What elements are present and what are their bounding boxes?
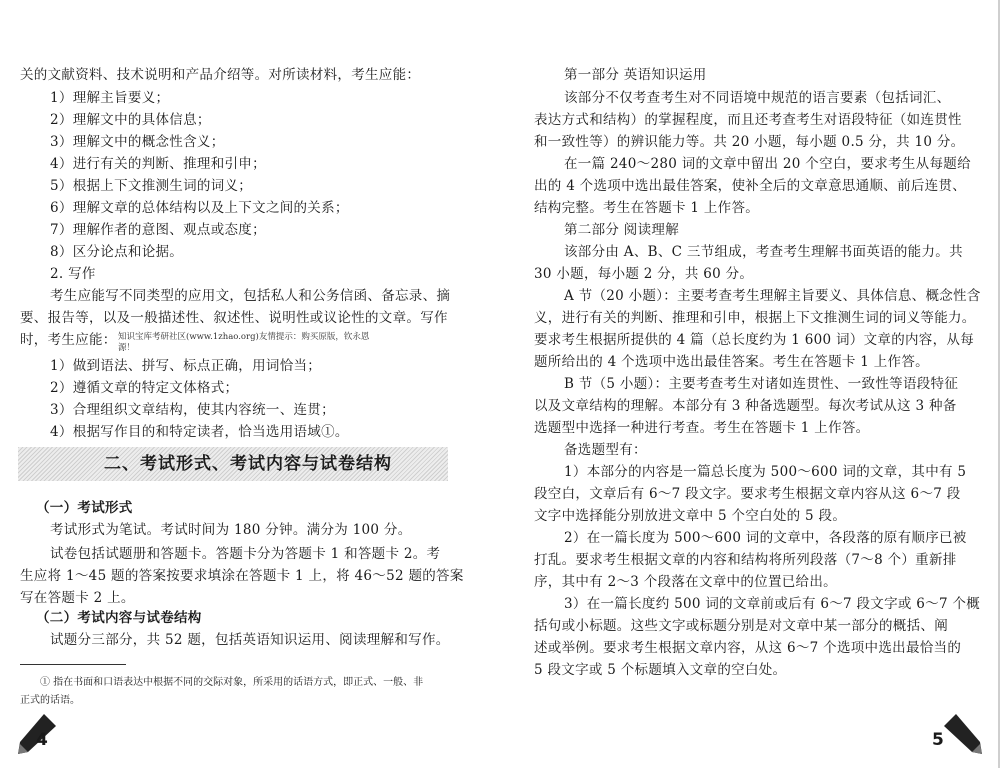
type3-line: 括句或小标题。这些文字或标题分别是对文章中某一部分的概括、阐 [534, 618, 948, 634]
part1-heading: 第一部分 英语知识运用 [564, 67, 707, 83]
type1-line: 1）本部分的内容是一篇总长度为 500～600 词的文章，其中有 5 [564, 464, 967, 480]
section-title: 二、考试形式、考试内容与试卷结构 [104, 454, 392, 474]
reading-item: 6）理解文章的总体结构以及上下文之间的关系； [50, 200, 349, 216]
writing-para-line: 时，考生应能： [20, 332, 117, 348]
type3-line: 3）在一篇长度约 500 词的文章前或后有 6～7 段文字或 6～7 个概 [564, 596, 981, 612]
type2-line: 2）在一篇长度为 500～600 词的文章中，各段落的原有顺序已被 [564, 530, 967, 546]
sectionA-line: A 节（20 小题）：主要考查考生理解主旨要义、具体信息、概念性含 [564, 288, 981, 304]
footnote-rule [20, 664, 126, 665]
part2-para-line: 该部分由 A、B、C 三节组成，考查考生理解书面英语的能力。共 [564, 244, 963, 260]
writing-para-line: 考生应能写不同类型的应用文，包括私人和公务信函、备忘录、摘 [50, 288, 451, 304]
writing-heading: 2. 写作 [50, 266, 96, 282]
watermark-line: 知识宝库考研社区(www.1zhao.org)友情提示：购买原版，钦永恩 [118, 332, 370, 342]
part2-heading: 第二部分 阅读理解 [564, 222, 679, 238]
part1-para-line: 结构完整。考生在答题卡 1 上作答。 [534, 200, 760, 216]
sectionB-line: B 节（5 小题）：主要考查考生对诸如连贯性、一致性等语段特征 [564, 376, 959, 392]
reading-item: 1）理解主旨要义； [50, 90, 170, 106]
types-heading: 备选题型有： [564, 442, 647, 458]
type1-line: 文字中选择能分别放进文章中 5 个空白处的 5 段。 [534, 508, 847, 524]
sectionA-line: 题所给出的 4 个选项中选出最佳答案。考生在答题卡 1 上作答。 [534, 354, 929, 370]
watermark-line: 源！ [118, 343, 136, 353]
writing-item: 4）根据写作目的和特定读者，恰当选用语域①。 [50, 424, 349, 440]
reading-item: 3）理解文中的概念性含义； [50, 134, 225, 150]
form-para-line: 写在答题卡 2 上。 [20, 590, 135, 606]
part2-para-line: 30 小题，每小题 2 分，共 60 分。 [534, 266, 754, 282]
type1-line: 段空白，文章后有 6～7 段文字。要求考生根据文章内容从这 6～7 段 [534, 486, 961, 502]
type3-line: 述或举例。要求考生根据文章内容，从这 6～7 个选项中选出最恰当的 [534, 640, 962, 656]
writing-item: 3）合理组织文章结构，使其内容统一、连贯； [50, 402, 335, 418]
writing-item: 1）做到语法、拼写、标点正确，用词恰当； [50, 358, 322, 374]
reading-item: 5）根据上下文推测生词的词义； [50, 178, 253, 194]
writing-para-line: 要、报告等，以及一般描述性、叙述性、说明性或议论性的文章。写作 [20, 310, 448, 326]
footnote-line: ① 指在书面和口语表达中根据不同的交际对象，所采用的话语方式，即正式、一般、非 [40, 677, 424, 688]
pencil-icon [940, 710, 986, 756]
form-para-line: 试卷包括试题册和答题卡。答题卡分为答题卡 1 和答题卡 2。考 [50, 546, 441, 562]
sectionA-line: 要求考生根据所提供的 4 篇（总长度约为 1 600 词）文章的内容，从每 [534, 332, 975, 348]
part1-para-line: 和一致性等）的辨识能力等。共 20 小题，每小题 0.5 分，共 10 分。 [534, 134, 965, 150]
type3-line: 5 段文字或 5 个标题填入文章的空白处。 [534, 662, 787, 678]
reading-item: 2）理解文中的具体信息； [50, 112, 211, 128]
page-number: 5 [932, 730, 944, 750]
intro-line: 关的文献资料、技术说明和产品介绍等。对所读材料，考生应能： [20, 67, 421, 83]
sectionA-line: 义，进行有关的判断、推理和引申，根据上下文推测生词的词义等能力。 [534, 310, 976, 326]
part1-para-line: 出的 4 个选项中选出最佳答案，使补全后的文章意思通顺、前后连贯、 [534, 178, 967, 194]
sectionB-line: 以及文章结构的理解。本部分有 3 种备选题型。每次考试从这 3 种备 [534, 398, 957, 414]
sectionB-line: 选题型中选择一种进行考查。考生在答题卡 1 上作答。 [534, 420, 870, 436]
footnote-line: 正式的话语。 [20, 695, 80, 706]
part1-para-line: 该部分不仅考查考生对不同语境中规范的语言要素（包括词汇、 [564, 90, 951, 106]
form-heading: （一）考试形式 [36, 500, 133, 516]
form-para: 考试形式为笔试。考试时间为 180 分钟。满分为 100 分。 [50, 522, 412, 538]
type2-line: 序，其中有 2～3 个段落在文章中的位置已给出。 [534, 574, 837, 590]
content-para: 试题分三部分，共 52 题，包括英语知识运用、阅读理解和写作。 [50, 632, 450, 648]
form-para-line: 生应将 1～45 题的答案按要求填涂在答题卡 1 上，将 46～52 题的答案 [20, 568, 464, 584]
part1-para-line: 表达方式和结构）的掌握程度，而且还考查考生对语段特征（如连贯性 [534, 112, 962, 128]
writing-item: 2）遵循文章的特定文体格式； [50, 380, 239, 396]
reading-item: 4）进行有关的判断、推理和引申； [50, 156, 266, 172]
reading-item: 7）理解作者的意图、观点或态度； [50, 222, 266, 238]
page-number: 4 [36, 730, 48, 750]
part1-para-line: 在一篇 240～280 词的文章中留出 20 个空白，要求考生从每题给 [564, 156, 971, 172]
type2-line: 打乱。要求考生根据文章的内容和结构将所列段落（7～8 个）重新排 [534, 552, 957, 568]
reading-item: 8）区分论点和论据。 [50, 244, 184, 260]
content-heading: （二）考试内容与试卷结构 [36, 610, 202, 626]
